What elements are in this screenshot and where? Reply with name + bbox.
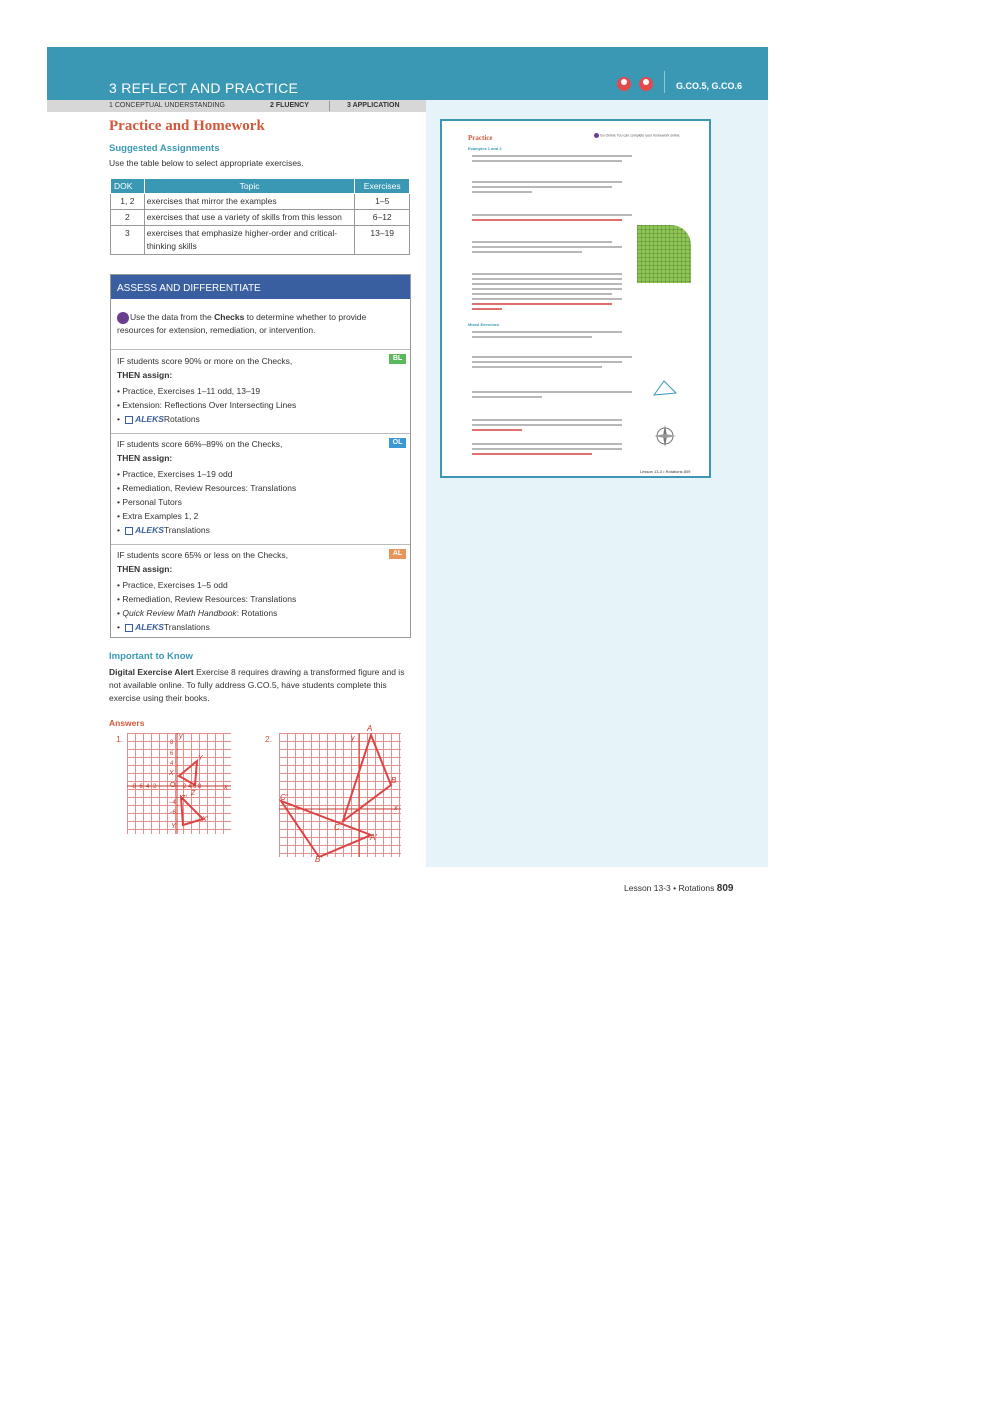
header-divider [664, 71, 665, 93]
baseball-field-graph [637, 225, 691, 283]
dok-header: DOK [111, 179, 145, 194]
table-row: 1, 2 exercises that mirror the examples 1–5 [111, 194, 410, 210]
tab-application[interactable]: 3 APPLICATION [347, 102, 400, 109]
header-icons [617, 75, 657, 93]
suggested-heading: Suggested Assignments [109, 143, 220, 154]
level-al: AL IF students score 65% or less on the Checks, THEN assign: • Practice, Exercises 1–5 odd • Remediation, Review Resources: Translations • Quick Review Math Handbook: Rotations • ALEKSTranslations [111, 544, 410, 638]
ol-badge: OL [389, 438, 406, 448]
page-number: 809 [716, 883, 734, 894]
bl-badge: BL [389, 354, 406, 364]
tab-fluency[interactable]: 2 FLUENCY [270, 102, 309, 109]
page-footer [624, 883, 733, 894]
group-icon[interactable] [639, 77, 653, 91]
student-page-thumbnail[interactable]: Practice Go Online You can complete your homework online. Examples 1 and 2 Mixed Exercises Lesson 13-3 • Rotations 809 [440, 119, 711, 478]
assess-intro: Use the data from the Checks to determine whether to provide resources for extension, remediation, or intervention. [117, 312, 367, 335]
section-title: 3 REFLECT AND PRACTICE [109, 80, 299, 96]
triangle-figure [652, 379, 678, 397]
compass-figure [650, 421, 680, 451]
exercises-header: Exercises [355, 179, 410, 194]
tab-divider [329, 101, 330, 111]
answer-1-graph: y x 8 6 4 −8−6−4−2 O 2 4 6 8 −4 −6 Y X Z Z' X' Y' [127, 733, 231, 834]
checks-icon [117, 312, 129, 324]
al-badge: AL [389, 549, 406, 559]
go-online-icon [594, 133, 599, 138]
section-header [47, 47, 768, 100]
suggested-text: Use the table below to select appropriate exercises. [109, 158, 304, 168]
aleks-icon [125, 416, 133, 424]
level-bl: BL IF students score 90% or more on the Checks, THEN assign: • Practice, Exercises 1–11 odd, 13–19 • Extension: Reflections Over Intersecting Lines • ALEKSRotations [111, 349, 410, 433]
table-row: 2 exercises that use a variety of skills from this lesson 6–12 [111, 210, 410, 226]
tab-conceptual[interactable]: 1 CONCEPTUAL UNDERSTANDING [109, 102, 225, 109]
table-row: 3 exercises that emphasize higher-order and critical-thinking skills 13–19 [111, 226, 410, 255]
assess-box [110, 274, 411, 638]
aleks-icon [125, 527, 133, 535]
practice-title: Practice and Homework [109, 118, 265, 134]
answer-2-graph: y x A B C C' B' A' [279, 733, 401, 857]
graph-2-svg [279, 733, 401, 857]
person-icon[interactable] [617, 77, 631, 91]
topic-header: Topic [144, 179, 355, 194]
answers-heading: Answers [109, 718, 145, 728]
standards-label: G.CO.5, G.CO.6 [676, 81, 743, 91]
aleks-icon [125, 624, 133, 632]
level-ol: OL IF students score 66%–89% on the Checks, THEN assign: • Practice, Exercises 1–19 odd • Remediation, Review Resources: Translations • Personal Tutors • Extra Examples 1, 2 • ALEKSTranslations [111, 433, 410, 544]
important-heading: Important to Know [109, 651, 193, 662]
lesson-label: Lesson 13-3 • Rotations [624, 883, 715, 893]
answer-1-label: 1. [116, 734, 124, 744]
go-online-note: Go Online You can complete your homework online. [594, 133, 681, 138]
dok-table [110, 178, 410, 255]
important-text: Digital Exercise Alert Exercise 8 requires drawing a transformed figure and is not available online. To fully address G.CO.5, have students complete this exercise using their books. [109, 667, 405, 703]
answer-2-label: 2. [265, 734, 273, 744]
tab-bar [47, 100, 427, 112]
assess-title: ASSESS AND DIFFERENTIATE [111, 275, 410, 299]
